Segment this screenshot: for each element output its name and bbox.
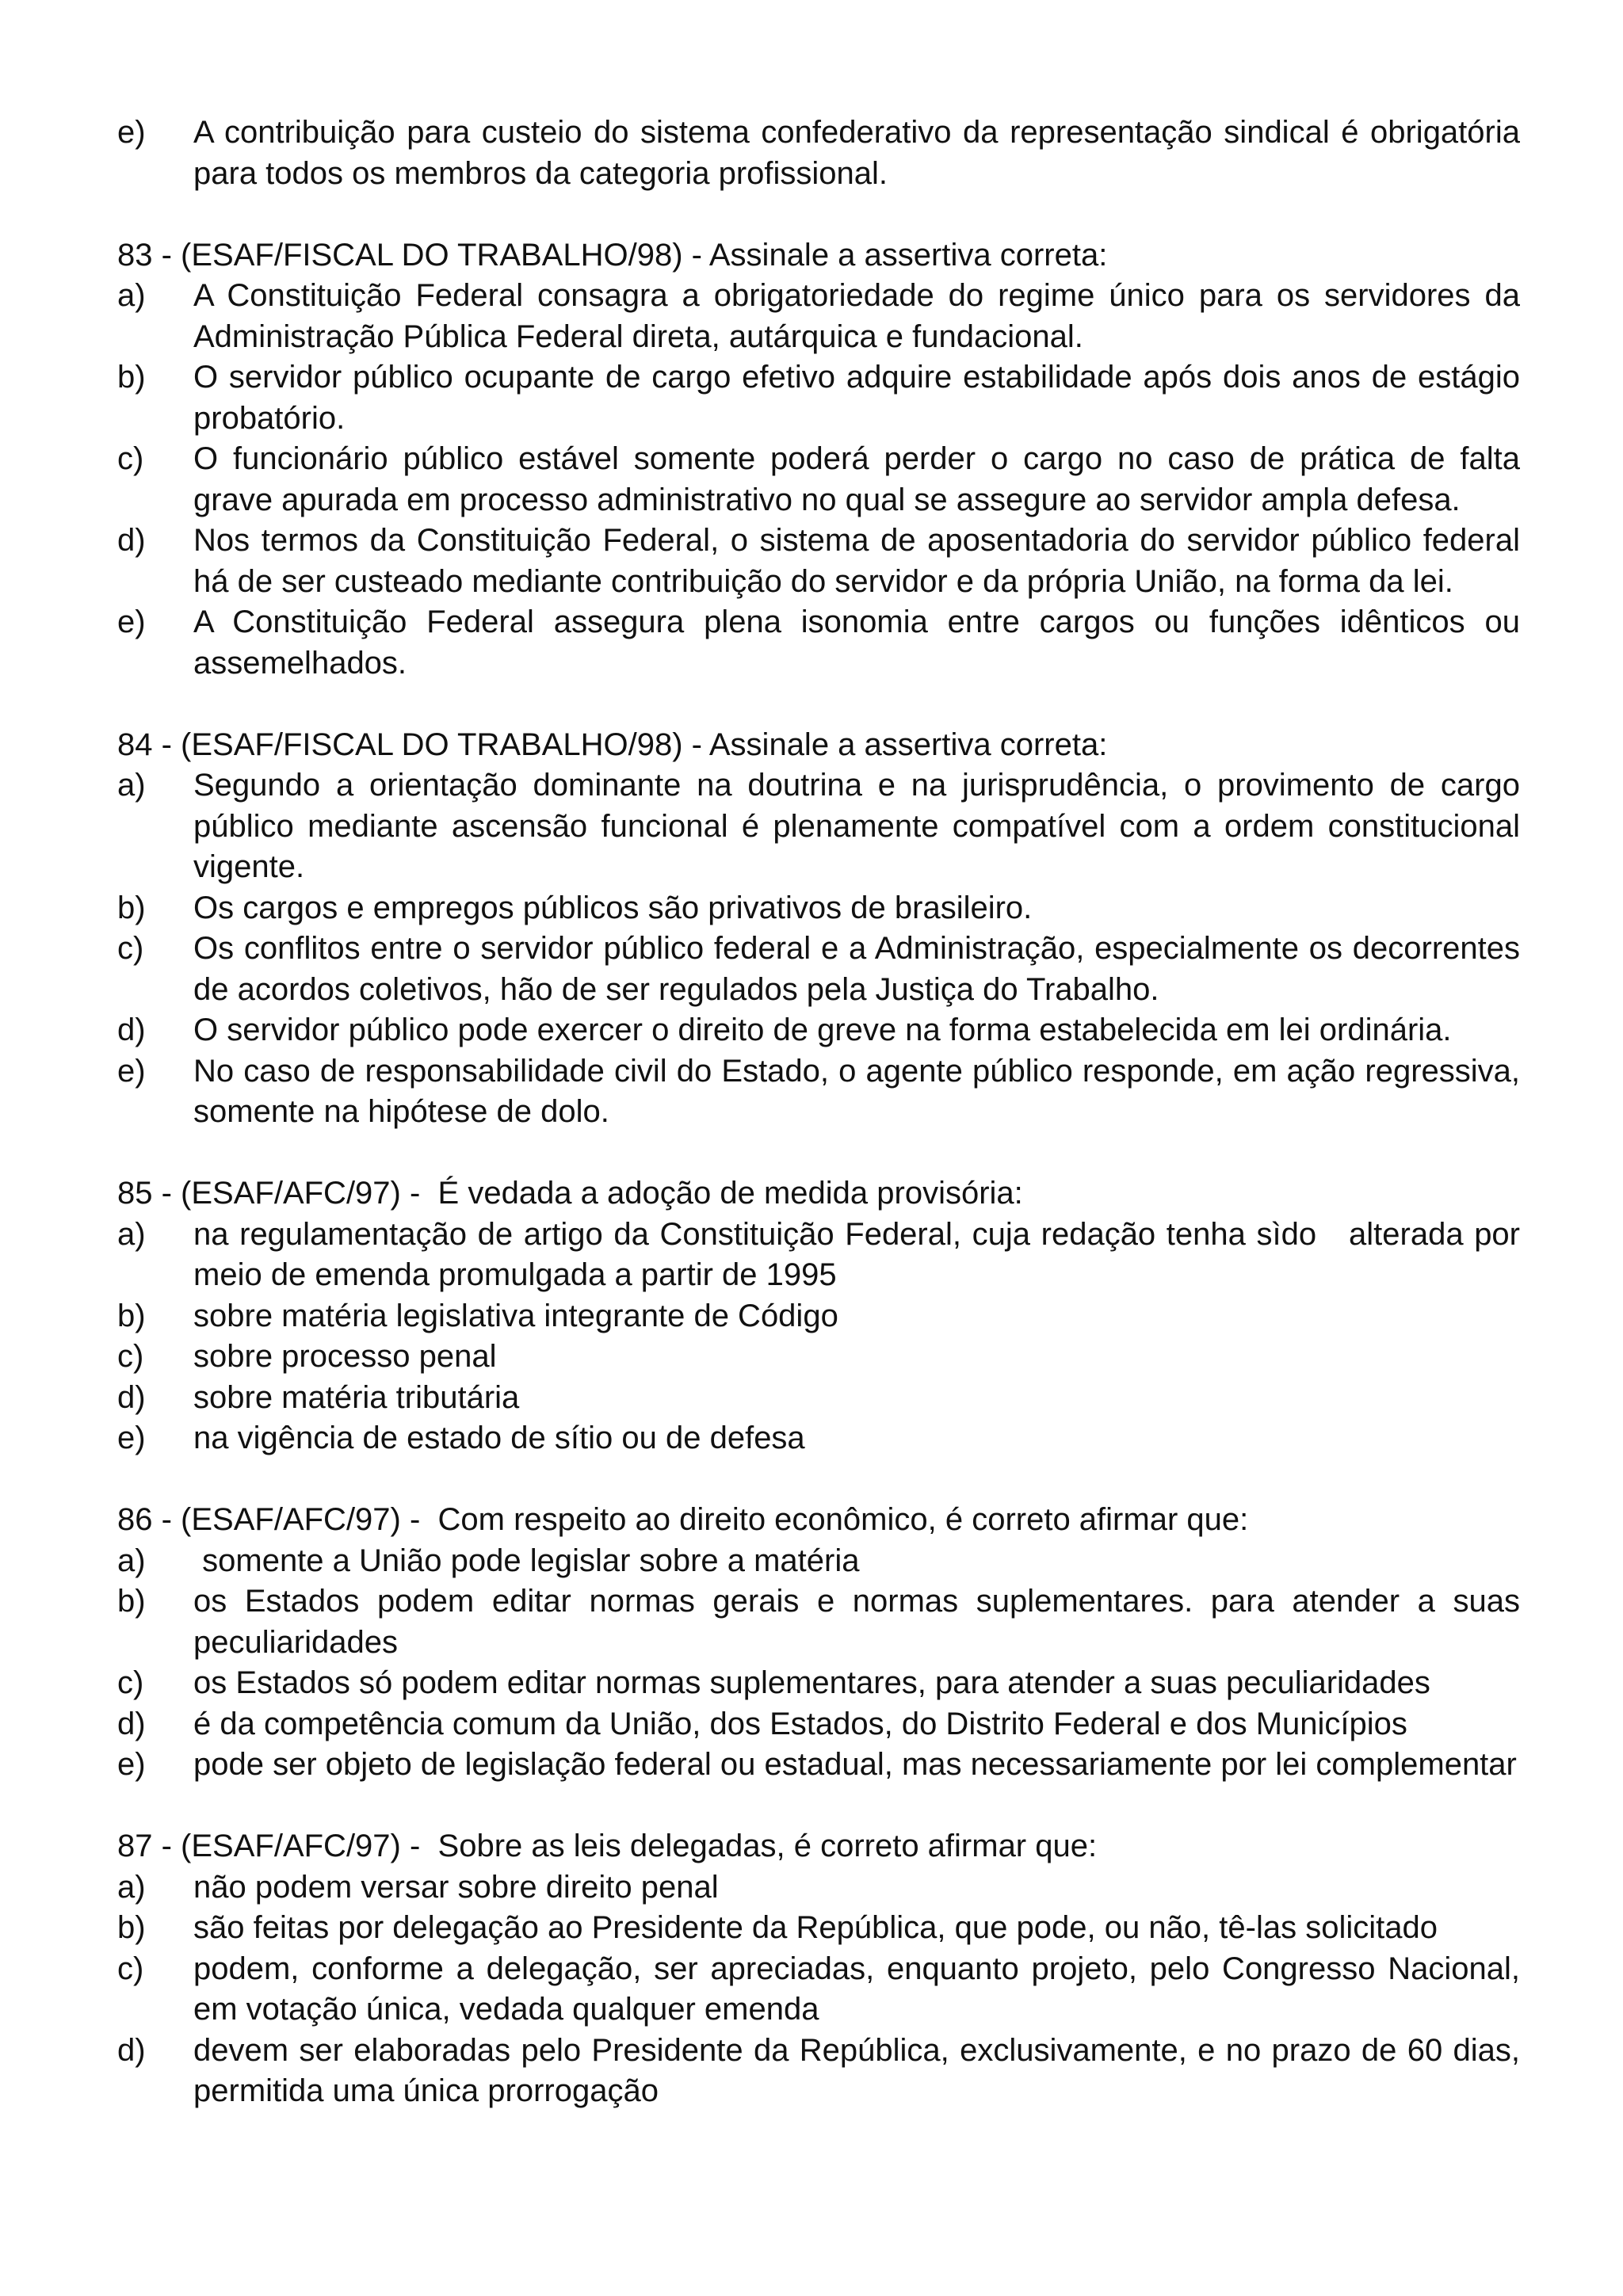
option-text: na vigência de estado de sítio ou de defesa <box>193 1421 805 1455</box>
question-stem: 84 - (ESAF/FISCAL DO TRABALHO/98) - Assinale a assertiva correta: <box>117 727 1108 762</box>
option-letter: e) <box>117 1053 146 1089</box>
question-stem: 85 - (ESAF/AFC/97) - É vedada a adoção de medida provisória: <box>117 1176 1023 1211</box>
question-block <box>117 113 1529 194</box>
option-letter: e) <box>117 115 146 150</box>
option-letter: a) <box>117 1869 146 1905</box>
option-text: O servidor público pode exercer o direito de greve na forma estabelecida em lei ordinária. <box>193 1013 1452 1047</box>
option-text: A Constituição Federal assegura plena isonomia entre cargos ou funções idênticos ou assemelhados. <box>193 605 1529 681</box>
option-letter: e) <box>117 605 146 639</box>
option-letter: d) <box>117 1379 146 1415</box>
option-text: Segundo a orientação dominante na doutrina e na jurisprudência, o provimento de cargo público mediante ascensão funcional é plenamente compatível com a ordem constitucional vigente. <box>193 768 1529 884</box>
option-text: são feitas por delegação ao Presidente da República, que pode, ou não, tê-las solicitado <box>193 1910 1438 1945</box>
option-text: O servidor público ocupante de cargo efetivo adquire estabilidade após dois anos de estágio probatório. <box>193 360 1529 436</box>
option-letter: b) <box>117 1910 146 1945</box>
option-text: sobre matéria legislativa integrante de Código <box>193 1298 838 1333</box>
option-letter: a) <box>117 1543 146 1578</box>
option-text: A contribuição para custeio do sistema confederativo da representação sindical é obrigatória para todos os membros da categoria profissional. <box>193 115 1529 191</box>
option-text: os Estados só podem editar normas suplementares, para atender a suas peculiaridades <box>193 1665 1430 1700</box>
answer-option <box>117 1704 1520 1745</box>
option-letter: d) <box>117 523 146 558</box>
option-text: na regulamentação de artigo da Constituição Federal, cuja redação tenha sìdo alterada por meio de emenda promulgada a partir de 1995 <box>193 1216 1529 1292</box>
option-letter: a) <box>117 1216 146 1252</box>
answer-option <box>117 1867 1520 1909</box>
option-letter: c) <box>117 1665 144 1700</box>
question-block <box>117 235 1529 685</box>
option-text: Os cargos e empregos públicos são privativos de brasileiro. <box>193 890 1033 925</box>
answer-option <box>117 1745 1520 1786</box>
option-text: No caso de responsabilidade civil do Estado, o agente público responde, em ação regressiva, somente na hipótese de dolo. <box>193 1053 1529 1129</box>
option-text: sobre processo penal <box>193 1339 497 1374</box>
answer-option <box>117 521 1529 602</box>
answer-option <box>117 276 1527 357</box>
question-stem: 86 - (ESAF/AFC/97) - Com respeito ao direito econômico, é correto afirmar que: <box>117 1502 1249 1537</box>
answer-option <box>117 602 1529 684</box>
option-letter: c) <box>117 1339 144 1374</box>
option-text: A Constituição Federal consagra a obrigatoriedade do regime único para os servidores da Administração Pública Federal direta, autárquica e fundacional. <box>193 278 1527 354</box>
answer-option <box>117 1010 1520 1051</box>
question-block <box>117 725 1529 1133</box>
answer-option <box>117 2031 1529 2112</box>
answer-option <box>117 1541 1520 1582</box>
answer-option <box>117 1418 1520 1459</box>
answer-option <box>117 1908 1520 1949</box>
option-text: devem ser elaboradas pelo Presidente da República, exclusivamente, e no prazo de 60 dias, permitida uma única prorrogação <box>193 2032 1529 2108</box>
answer-option <box>117 357 1529 439</box>
answer-option <box>117 929 1529 1010</box>
answer-option <box>117 1337 1520 1378</box>
question-block <box>117 1826 1529 2112</box>
option-letter: e) <box>117 1747 146 1782</box>
answer-option <box>117 1949 1529 2031</box>
answer-option <box>117 1296 1520 1337</box>
option-letter: c) <box>117 1951 144 1986</box>
option-letter: d) <box>117 1013 146 1047</box>
option-letter: c) <box>117 441 144 476</box>
answer-option <box>117 1051 1529 1133</box>
option-letter: d) <box>117 1706 146 1741</box>
question-stem: 83 - (ESAF/FISCAL DO TRABALHO/98) - Assinale a assertiva correta: <box>117 237 1108 273</box>
answer-option <box>117 1215 1529 1296</box>
document-page <box>117 113 1529 2112</box>
option-letter: c) <box>117 931 144 966</box>
option-text: Os conflitos entre o servidor público federal e a Administração, especialmente os decorrentes de acordos coletivos, hão de ser regulados pela Justiça do Trabalho. <box>193 931 1529 1007</box>
answer-option <box>117 113 1529 194</box>
answer-option <box>117 1581 1529 1663</box>
option-letter: b) <box>117 1298 146 1333</box>
option-letter: a) <box>117 278 146 313</box>
answer-option <box>117 765 1529 888</box>
option-letter: e) <box>117 1421 146 1455</box>
answer-option <box>117 1663 1520 1704</box>
question-block <box>117 1500 1529 1786</box>
option-text: somente a União pode legislar sobre a matéria <box>193 1543 860 1578</box>
option-text: é da competência comum da União, dos Estados, do Distrito Federal e dos Municípios <box>193 1706 1407 1741</box>
option-text: pode ser objeto de legislação federal ou estadual, mas necessariamente por lei complementar <box>193 1747 1517 1782</box>
question-block <box>117 1173 1529 1459</box>
option-text: podem, conforme a delegação, ser apreciadas, enquanto projeto, pelo Congresso Nacional, em votação única, vedada qualquer emenda <box>193 1951 1529 2027</box>
question-stem: 87 - (ESAF/AFC/97) - Sobre as leis delegadas, é correto afirmar que: <box>117 1829 1098 1863</box>
option-text: os Estados podem editar normas gerais e normas suplementares. para atender a suas peculiaridades <box>193 1584 1529 1660</box>
answer-option <box>117 439 1529 521</box>
option-letter: d) <box>117 2032 146 2068</box>
option-text: não podem versar sobre direito penal <box>193 1869 719 1905</box>
option-text: sobre matéria tributária <box>193 1379 520 1415</box>
option-text: O funcionário público estável somente poderá perder o cargo no caso de prática de falta grave apurada em processo administrativo no qual se assegure ao servidor ampla defesa. <box>193 441 1529 517</box>
answer-option <box>117 888 1520 929</box>
option-letter: b) <box>117 1584 146 1619</box>
option-letter: b) <box>117 890 146 925</box>
option-letter: a) <box>117 768 146 803</box>
option-text: Nos termos da Constituição Federal, o sistema de aposentadoria do servidor público federal há de ser custeado mediante contribuição do servidor e da própria União, na forma da lei. <box>193 523 1529 599</box>
answer-option <box>117 1378 1520 1419</box>
option-letter: b) <box>117 360 146 395</box>
